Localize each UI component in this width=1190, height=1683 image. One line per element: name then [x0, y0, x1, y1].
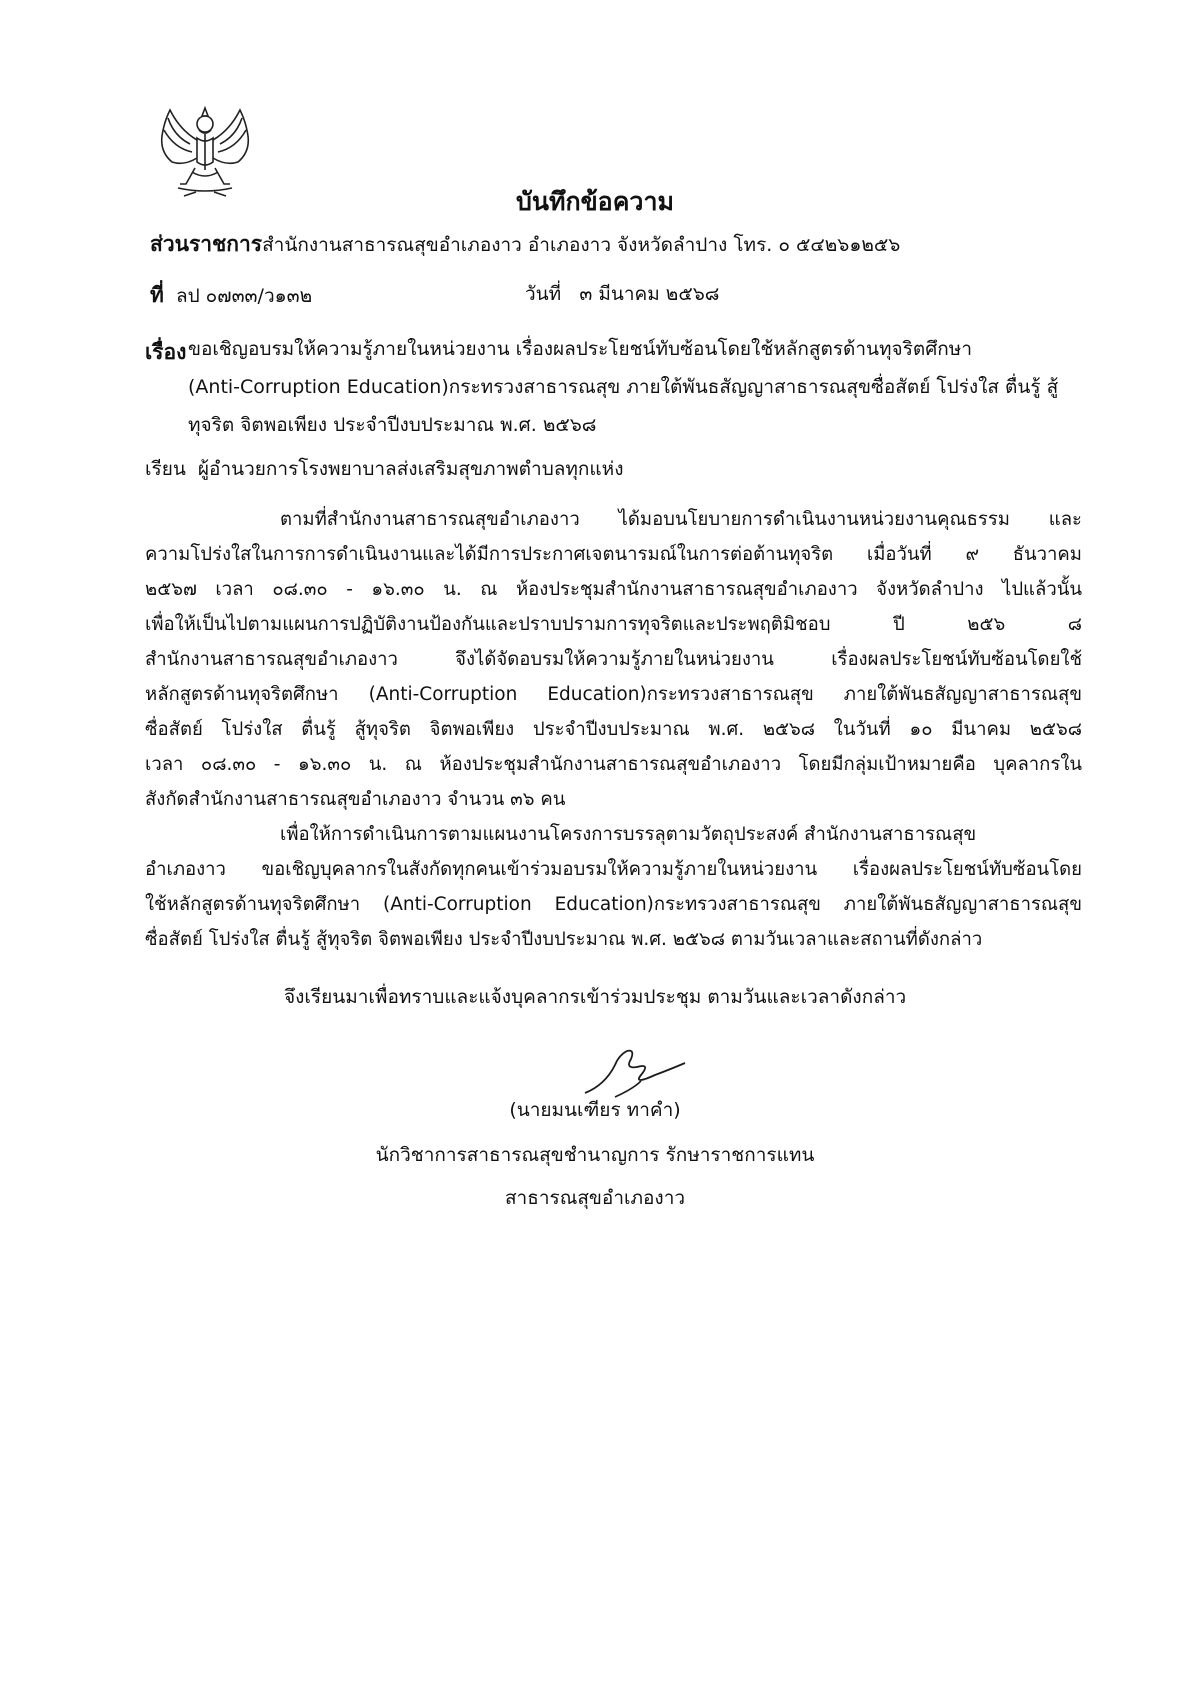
paragraph-line: ซื่อสัตย์ โปร่งใส ตื่นรู้ สู้ทุจริต จิตพอเพียง ประจำปีงบประมาณ พ.ศ. ๒๕๖๘ ในวันที่ ๑๐ มีนาคม ๒๕๖๘ [145, 719, 1082, 740]
recipient-value: ผู้อำนวยการโรงพยาบาลส่งเสริมสุขภาพตำบลทุกแห่ง [197, 458, 624, 480]
subject-line: ขอเชิญอบรมให้ความรู้ภายในหน่วยงาน เรื่องผลประโยชน์ทับซ้อนโดยใช้หลักสูตรด้านทุจริตศึกษา [188, 338, 972, 360]
paragraph-line: ความโปร่งใสในการการดำเนินงานและได้มีการประกาศเจตนารมณ์ในการต่อต้านทุจริต เมื่อวันที่ ๙ ธันวาคม [145, 544, 1082, 565]
body-paragraph-2 [145, 817, 1082, 957]
paragraph-line: ๒๕๖๗ เวลา ๐๘.๓๐ - ๑๖.๓๐ น. ณ ห้องประชุมสำนักงานสาธารณสุขอำเภองาว จังหวัดลำปาง ไปแล้วนั้น [145, 579, 1082, 600]
reference-line [150, 279, 312, 312]
signer-office: สาธารณสุขอำเภองาว [504, 1187, 686, 1209]
signer-name: (นายมนเฑียร ทาคำ) [509, 1099, 681, 1121]
agency-value: สำนักงานสาธารณสุขอำเภองาว อำเภองาว จังหวัดลำปาง โทร. ๐ ๕๔๒๖๑๒๕๖ [262, 234, 901, 256]
paragraph-line: สังกัดสำนักงานสาธารณสุขอำเภองาว จำนวน ๓๖ คน [145, 789, 566, 810]
paragraph-line: เวลา ๐๘.๓๐ - ๑๖.๓๐ น. ณ ห้องประชุมสำนักงานสาธารณสุขอำเภองาว โดยมีกลุ่มเป้าหมายคือ บุคลากรใน [145, 754, 1082, 775]
document-title: บันทึกข้อความ [516, 187, 674, 216]
recipient-label: เรียน [145, 458, 186, 480]
subject-label-wrap [145, 336, 186, 369]
date-line [525, 279, 719, 309]
paragraph-line: อำเภองาว ขอเชิญบุคลากรในสังกัดทุกคนเข้าร่วมอบรมให้ความรู้ภายในหน่วยงาน เรื่องผลประโยชน์ทับซ้อนโดย [145, 859, 1082, 880]
paragraph-line: ซื่อสัตย์ โปร่งใส ตื่นรู้ สู้ทุจริต จิตพอเพียง ประจำปีงบประมาณ พ.ศ. ๒๕๖๘ ตามวันเวลาและสถานที่ดังกล่าว [145, 929, 983, 950]
subject-line: (Anti-Corruption Education)กระทรวงสาธารณสุข ภายใต้พันธสัญญาสาธารณสุขซื่อสัตย์ โปร่งใส ตื่นรู้ สู้ [188, 376, 1059, 398]
body-paragraph-1 [145, 502, 1082, 817]
paragraph-line: หลักสูตรด้านทุจริตศึกษา (Anti-Corruption Education)กระทรวงสาธารณสุข ภายใต้พันธสัญญาสาธารณสุข [145, 684, 1082, 705]
paragraph-line: สำนักงานสาธารณสุขอำเภองาว จึงได้จัดอบรมให้ความรู้ภายในหน่วยงาน เรื่องผลประโยชน์ทับซ้อนโดยใช้ [145, 649, 1082, 670]
paragraph-line: เพื่อให้เป็นไปตามแผนการปฏิบัติงานป้องกันและปราบปรามการทุจริตและประพฤติมิชอบ ปี ๒๕๖ ๘ [145, 614, 1082, 635]
subject-text [188, 330, 1082, 444]
subject-label: เรื่อง [145, 340, 187, 364]
recipient-line [145, 454, 623, 484]
paragraph-line: ใช้หลักสูตรด้านทุจริตศึกษา (Anti-Corruption Education)กระทรวงสาธารณสุข ภายใต้พันธสัญญาสาธารณสุข [145, 894, 1082, 915]
signer-position: นักวิชาการสาธารณสุขชำนาญการ รักษาราชการแทน [375, 1144, 815, 1166]
paragraph-line: ตามที่สำนักงานสาธารณสุขอำเภองาว ได้มอบนโยบายการดำเนินงานหน่วยงานคุณธรรม และ [280, 509, 1082, 530]
closing-sentence: จึงเรียนมาเพื่อทราบและแจ้งบุคลากรเข้าร่วมประชุม ตามวันและเวลาดังกล่าว [284, 986, 907, 1008]
subject-line: ทุจริต จิตพอเพียง ประจำปีงบประมาณ พ.ศ. ๒๕๖๘ [188, 414, 597, 436]
paragraph-line: เพื่อให้การดำเนินการตามแผนงานโครงการบรรลุตามวัตถุประสงค์ สำนักงานสาธารณสุข [280, 824, 977, 845]
agency-line [150, 228, 900, 261]
date-value: ๓ มีนาคม ๒๕๖๘ [579, 283, 720, 305]
agency-label: ส่วนราชการ [150, 232, 263, 256]
date-label: วันที่ [525, 283, 562, 305]
reference-label: ที่ [150, 283, 164, 307]
reference-value: ลป ๐๗๓๓/ว๑๓๒ [175, 285, 313, 307]
